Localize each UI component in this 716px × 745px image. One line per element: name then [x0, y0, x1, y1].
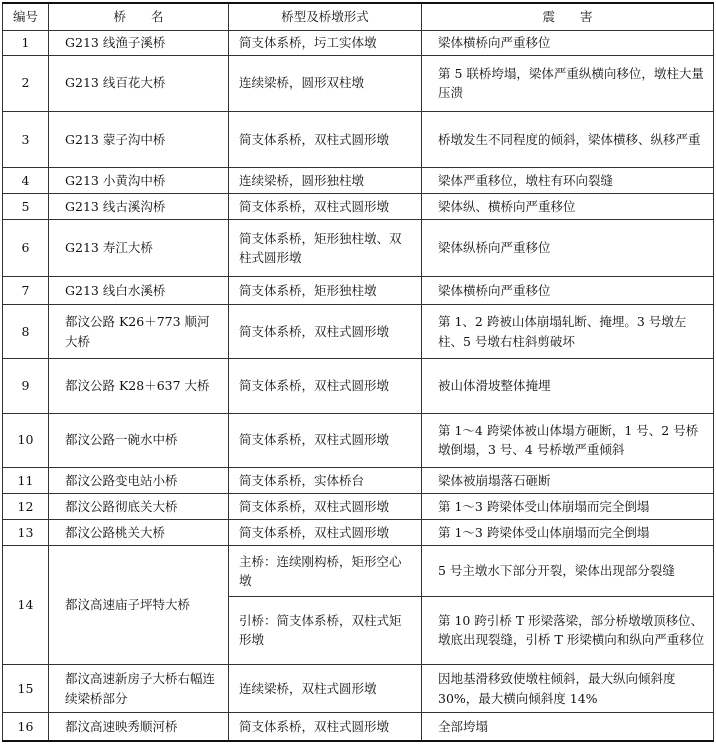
- bridge-name: 都汶公路 K26＋773 顺河大桥: [49, 304, 229, 358]
- bridge-type: 连续梁桥，圆形独柱墩: [229, 168, 422, 194]
- bridge-damage-table: [2, 2, 714, 742]
- table-row: [3, 304, 714, 358]
- damage-description: 第 1～3 跨梁体受山体崩塌而完全倒塌: [422, 520, 714, 546]
- damage-description: 第 1、2 跨被山体崩塌轧断、掩埋。3 号墩左柱、5 号墩右柱斜剪破坏: [422, 304, 714, 358]
- bridge-name: 都汶高速庙子坪特大桥: [49, 546, 229, 665]
- bridge-name: G213 蒙子沟中桥: [49, 111, 229, 167]
- bridge-name: 都汶公路变电站小桥: [49, 467, 229, 493]
- row-number: 5: [3, 194, 49, 220]
- bridge-name: G213 线百花大桥: [49, 55, 229, 111]
- row-number: 3: [3, 111, 49, 167]
- bridge-type: 简支体系桥，双柱式圆形墩: [229, 520, 422, 546]
- table-row: [3, 359, 714, 413]
- bridge-type: 简支体系桥，实体桥台: [229, 467, 422, 493]
- table-row: [3, 111, 714, 167]
- row-number: 11: [3, 467, 49, 493]
- row-number: 4: [3, 168, 49, 194]
- bridge-name: 都汶公路彻底关大桥: [49, 493, 229, 519]
- bridge-name: G213 寿江大桥: [49, 220, 229, 276]
- bridge-type-approach: 引桥：简支体系桥，双柱式矩形墩: [229, 596, 422, 664]
- header-damage: 震 害: [422, 3, 714, 31]
- table-row: [3, 664, 714, 712]
- row-number: 8: [3, 304, 49, 358]
- row-number: 14: [3, 546, 49, 665]
- table-row: [3, 413, 714, 467]
- bridge-type: 简支体系桥，双柱式圆形墩: [229, 359, 422, 413]
- header-row: [3, 3, 714, 31]
- bridge-name: 都汶公路 K28＋637 大桥: [49, 359, 229, 413]
- bridge-type: 简支体系桥，双柱式圆形墩: [229, 111, 422, 167]
- row-number: 9: [3, 359, 49, 413]
- row-number: 7: [3, 276, 49, 304]
- bridge-type-main: 主桥：连续刚构桥，矩形空心墩: [229, 546, 422, 596]
- damage-description: 梁体被崩塌落石砸断: [422, 467, 714, 493]
- header-bridge-name: 桥 名: [49, 3, 229, 31]
- bridge-type: 简支体系桥，双柱式圆形墩: [229, 194, 422, 220]
- bridge-name: 都汶高速映秀顺河桥: [49, 713, 229, 741]
- bridge-type: 连续梁桥，圆形双柱墩: [229, 55, 422, 111]
- bridge-name: 都汶高速新房子大桥右幅连续梁桥部分: [49, 664, 229, 712]
- damage-description: 第 5 联桥垮塌，梁体严重纵横向移位，墩柱大量压溃: [422, 55, 714, 111]
- bridge-name: G213 小黄沟中桥: [49, 168, 229, 194]
- table-row: [3, 168, 714, 194]
- bridge-type: 简支体系桥，矩形独柱墩、双柱式圆形墩: [229, 220, 422, 276]
- damage-description: 梁体纵桥向严重移位: [422, 220, 714, 276]
- bridge-type: 简支体系桥，双柱式圆形墩: [229, 493, 422, 519]
- damage-description: 梁体横桥向严重移位: [422, 31, 714, 56]
- damage-description: 梁体横桥向严重移位: [422, 276, 714, 304]
- damage-description: 梁体纵、横桥向严重移位: [422, 194, 714, 220]
- damage-description: 被山体滑坡整体掩埋: [422, 359, 714, 413]
- bridge-name: G213 线白水溪桥: [49, 276, 229, 304]
- row-number: 12: [3, 493, 49, 519]
- bridge-name: 都汶公路一碗水中桥: [49, 413, 229, 467]
- bridge-type: 简支体系桥，矩形独柱墩: [229, 276, 422, 304]
- bridge-type: 简支体系桥，圬工实体墩: [229, 31, 422, 56]
- table-row: [3, 31, 714, 56]
- table-row: [3, 520, 714, 546]
- damage-description: 因地基滑移致使墩柱倾斜，最大纵向倾斜度 30%，最大横向倾斜度 14%: [422, 664, 714, 712]
- table-row: [3, 493, 714, 519]
- row-number: 15: [3, 664, 49, 712]
- row-number: 10: [3, 413, 49, 467]
- table-row: [3, 276, 714, 304]
- table-row: [3, 220, 714, 276]
- row-number: 6: [3, 220, 49, 276]
- row-number: 1: [3, 31, 49, 56]
- damage-description: 梁体严重移位，墩柱有环向裂缝: [422, 168, 714, 194]
- bridge-name: G213 线渔子溪桥: [49, 31, 229, 56]
- table-row: [3, 194, 714, 220]
- row-number: 2: [3, 55, 49, 111]
- bridge-type: 连续梁桥，双柱式圆形墩: [229, 664, 422, 712]
- damage-description: 全部垮塌: [422, 713, 714, 741]
- table-row: [3, 467, 714, 493]
- header-bridge-type: 桥型及桥墩形式: [229, 3, 422, 31]
- table-row: [3, 55, 714, 111]
- row-number: 13: [3, 520, 49, 546]
- table-row: [3, 713, 714, 741]
- bridge-name: G213 线古溪沟桥: [49, 194, 229, 220]
- damage-description: 桥墩发生不同程度的倾斜，梁体横移、纵移严重: [422, 111, 714, 167]
- damage-description: 第 1～4 跨梁体被山体塌方砸断，1 号、2 号桥墩倒塌，3 号、4 号桥墩严重倾斜: [422, 413, 714, 467]
- damage-description-approach: 第 10 跨引桥 T 形梁落梁，部分桥墩墩顶移位、墩底出现裂缝，引桥 T 形梁横向和纵向严重移位: [422, 596, 714, 664]
- bridge-type: 简支体系桥，双柱式圆形墩: [229, 713, 422, 741]
- bridge-type: 简支体系桥，双柱式圆形墩: [229, 413, 422, 467]
- row-number: 16: [3, 713, 49, 741]
- bridge-name: 都汶公路桃关大桥: [49, 520, 229, 546]
- bridge-type: 简支体系桥，双柱式圆形墩: [229, 304, 422, 358]
- damage-description: 第 1～3 跨梁体受山体崩塌而完全倒塌: [422, 493, 714, 519]
- damage-description-main: 5 号主墩水下部分开裂，梁体出现部分裂缝: [422, 546, 714, 596]
- table-row: [3, 546, 714, 596]
- header-number: 编号: [3, 3, 49, 31]
